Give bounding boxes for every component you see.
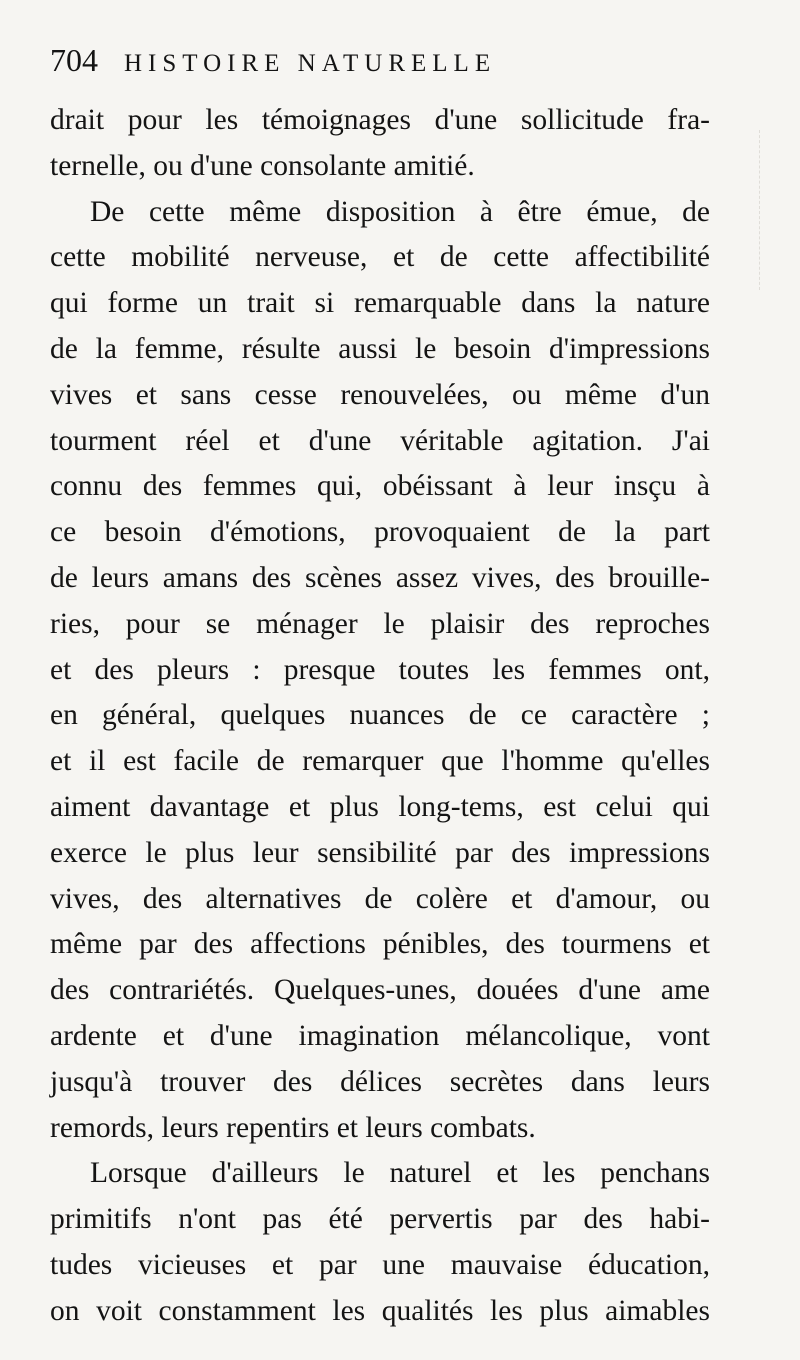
text-line: tourment réel et d'une véritable agitation. J'ai: [50, 424, 710, 457]
text-line: ardente et d'une imagination mélancolique, vont: [50, 1019, 710, 1052]
text-line: exerce le plus leur sensibilité par des impressions: [50, 836, 710, 869]
text-line: primitifs n'ont pas été pervertis par des habi-: [50, 1203, 710, 1236]
text-line: drait pour les témoignages d'une sollicitude fra-: [50, 104, 710, 136]
text-line: jusqu'à trouver des délices secrètes dans leurs: [50, 1065, 710, 1098]
text-line: connu des femmes qui, obéissant à leur insçu à: [50, 470, 710, 503]
text-line: vives et sans cesse renouvelées, ou même d'un: [50, 378, 710, 411]
text-line: en général, quelques nuances de ce caractère ;: [50, 699, 710, 732]
text-line: aiment davantage et plus long-tems, est celui qui: [50, 790, 710, 823]
text-line: cette mobilité nerveuse, et de cette affectibilité: [50, 241, 710, 274]
text-line: ternelle, ou d'une consolante amitié.: [50, 149, 475, 182]
text-line: vives, des alternatives de colère et d'amour, ou: [50, 882, 710, 915]
text-line: et des pleurs : presque toutes les femmes ont,: [50, 653, 710, 686]
text-line: de leurs amans des scènes assez vives, des brouille-: [50, 561, 710, 594]
text-line: De cette même disposition à être émue, de: [90, 195, 710, 228]
text-line: même par des affections pénibles, des tourmens et: [50, 928, 710, 961]
text-line: Lorsque d'ailleurs le naturel et les penchans: [90, 1157, 710, 1190]
text-line: de la femme, résulte aussi le besoin d'impressions: [50, 332, 710, 365]
text-line: tudes vicieuses et par une mauvaise éducation,: [50, 1248, 710, 1281]
page-number: 704: [50, 42, 98, 78]
text-line: ce besoin d'émotions, provoquaient de la part: [50, 516, 710, 549]
text-line: on voit constamment les qualités les plus aimables: [50, 1294, 710, 1327]
text-line: et il est facile de remarquer que l'homme qu'elles: [50, 745, 710, 778]
text-line: des contrariétés. Quelques-unes, douées d'une ame: [50, 974, 710, 1007]
body-text: [50, 98, 710, 1335]
text-line: qui forme un trait si remarquable dans la nature: [50, 287, 710, 320]
page-edge-shadow: [759, 130, 790, 290]
text-line: ries, pour se ménager le plaisir des reproches: [50, 607, 710, 640]
running-title: HISTOIRE NATURELLE: [124, 50, 497, 77]
page-header: [50, 42, 720, 79]
text-line: remords, leurs repentirs et leurs combats.: [50, 1111, 536, 1144]
